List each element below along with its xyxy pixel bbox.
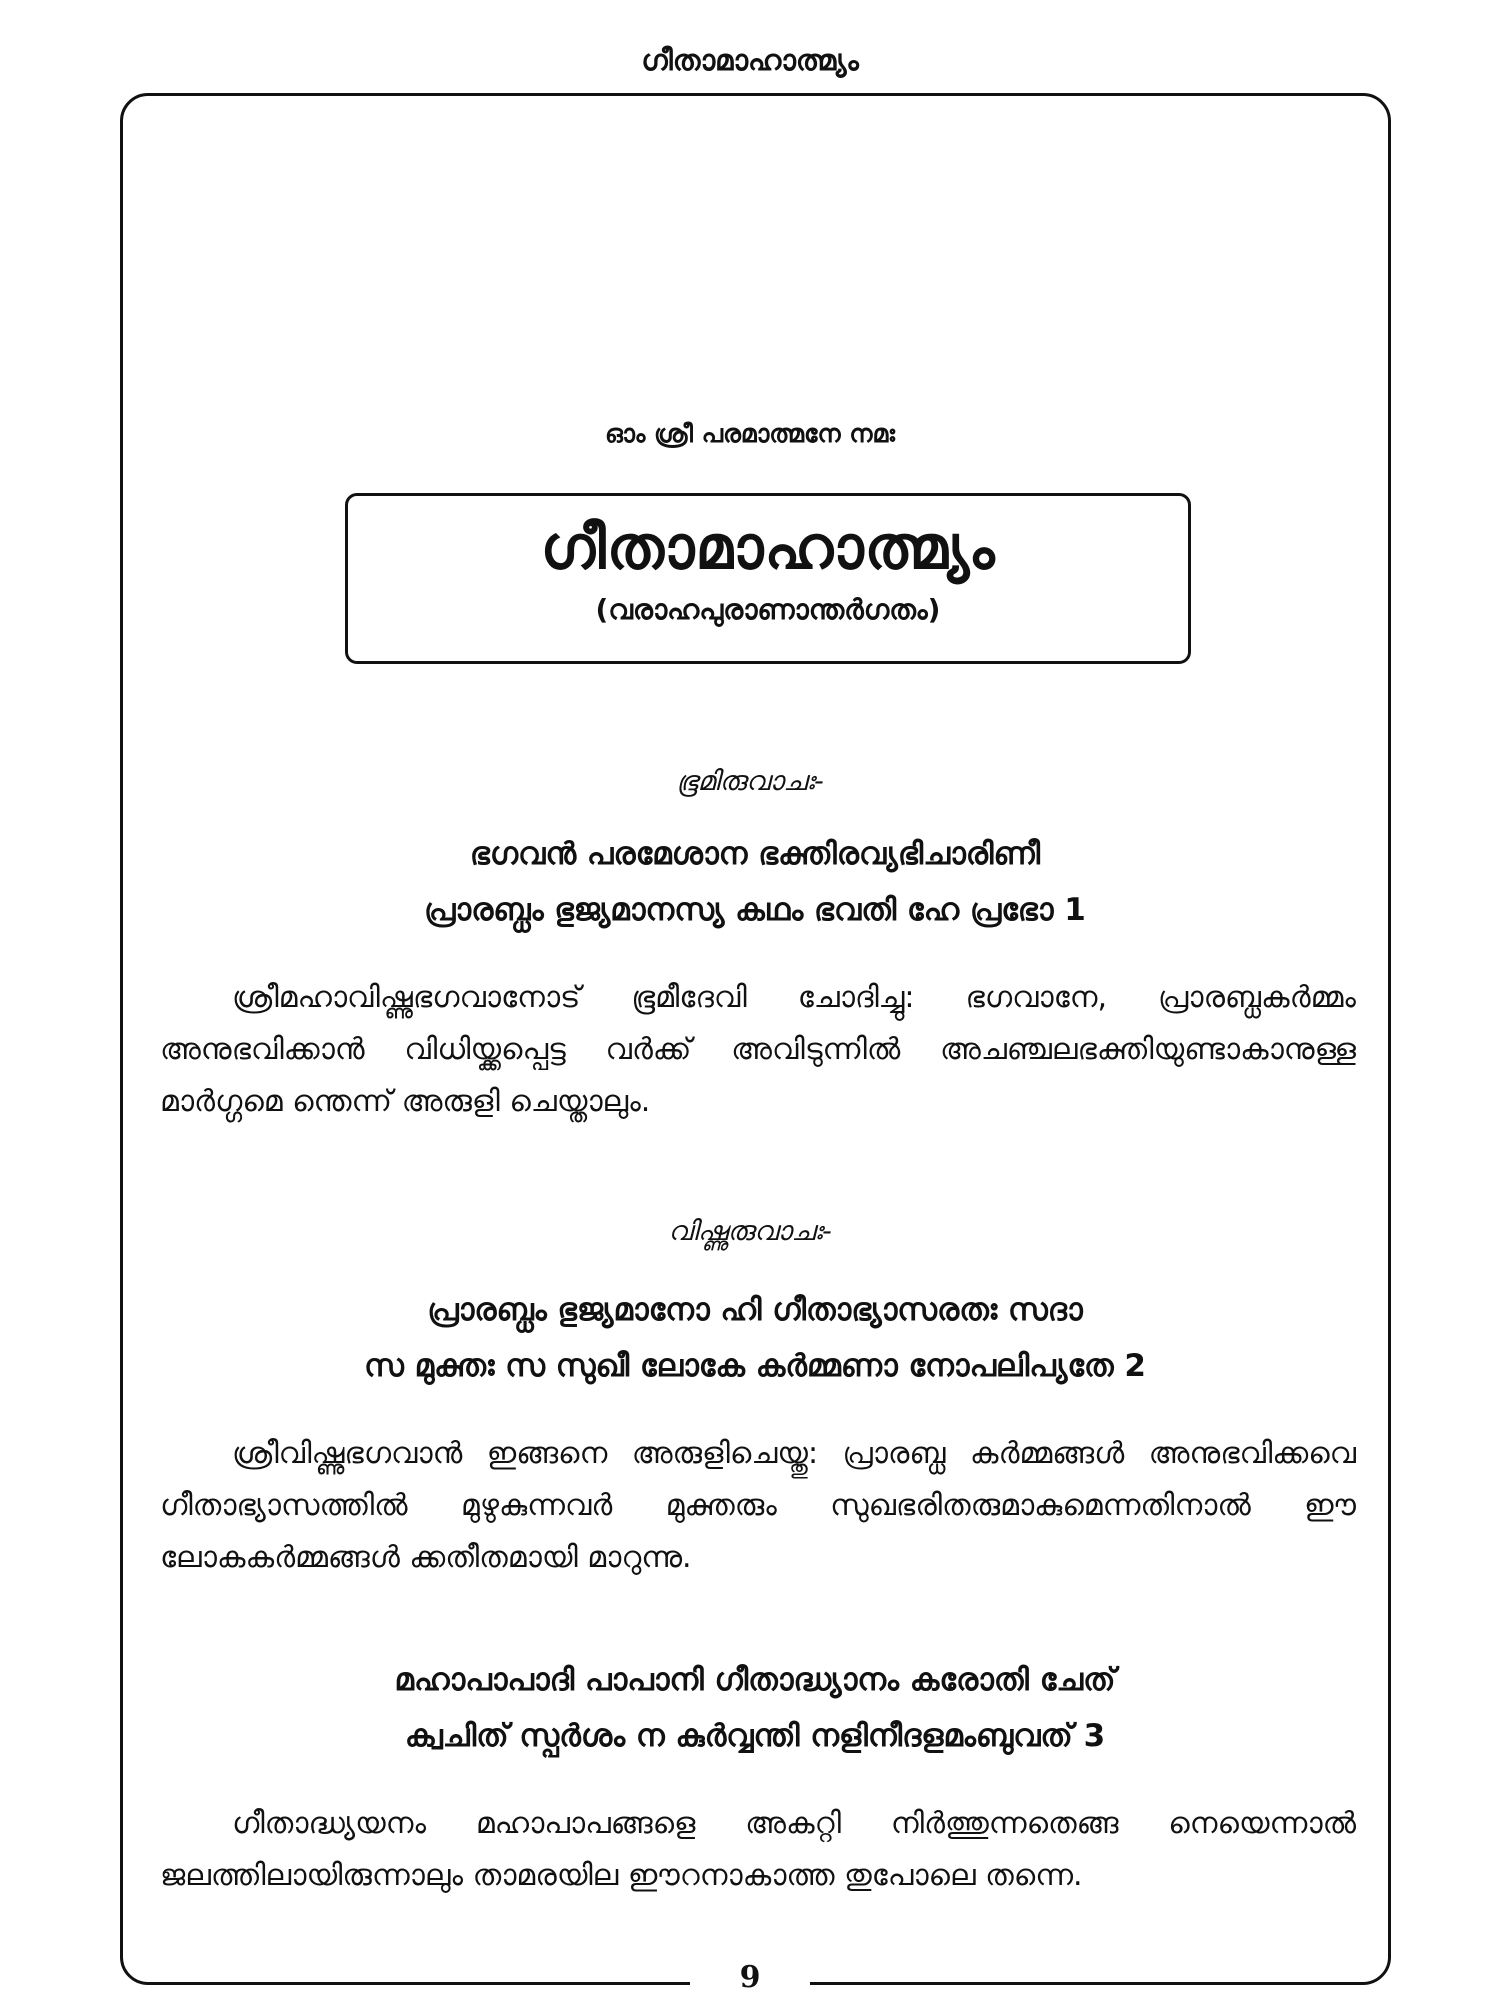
prose-1: ശ്രീമഹാവിഷ്ണുഭഗവാനോട് ഭൂമീദേവി ചോദിച്ചു: ഭഗവാനേ, പ്രാരബ്ധകർമ്മം അനുഭവിക്കാൻ വിധിയ്ക്കപ്പെട്ട വർക്ക് അവിടുന്നിൽ അചഞ്ചലഭക്തിയുണ്ടാകാനുള്ള മാർഗ്ഗമെ ന്തെന്ന് അരുളി ചെയ്താലും. [160, 980, 1356, 1119]
title-box [345, 493, 1191, 664]
verse-2-line-1: പ്രാരബ്ധം ഭുജ്യമാനോ ഹി ഗീതാഭ്യാസരതഃ സദാ [427, 1292, 1083, 1328]
prose-2: ശ്രീവിഷ്ണുഭഗവാൻ ഇങ്ങനെ അരുളിചെയ്തു: പ്രാരബ്ധ കർമ്മങ്ങൾ അനുഭവിക്കവെ ഗീതാഭ്യാസത്തിൽ മുഴുകുന്നവർ മുക്തരും സുഖഭരിതരുമാകുമെന്നതിനാൽ ഈ ലോകകർമ്മങ്ങൾ ക്കതീതമായി മാറുന്നു. [160, 1436, 1356, 1575]
speaker-label-bhumi: ഭൂമിരുവാചഃ- [676, 766, 824, 797]
speaker-label-vishnu: വിഷ്ണുരുവാചഃ- [668, 1216, 832, 1247]
page-title: ഗീതാമാഹാത്മ്യം [540, 513, 996, 583]
invocation: ഓം ശ്രീ പരമാത്മനേ നമഃ [605, 419, 895, 448]
verse-2 [150, 1282, 1360, 1394]
page-subtitle: (വരാഹപുരാണാന്തർഗതം) [595, 593, 941, 626]
verse-2-line-2: സ മുക്തഃ സ സുഖീ ലോകേ കർമ്മണാ നോപലിപ്യതേ 2 [364, 1348, 1146, 1384]
verse-1 [150, 826, 1360, 938]
verse-1-line-2: പ്രാരബ്ധം ഭുജ്യമാനസ്യ കഥം ഭവതി ഹേ പ്രഭോ 1 [424, 892, 1086, 928]
verse-3-line-1: മഹാപാപാദി പാപാനി ഗീതാദ്ധ്യാനം കരോതി ചേത് [394, 1662, 1116, 1698]
prose-3: ഗീതാദ്ധ്യയനം മഹാപാപങ്ങളെ അകറ്റി നിർത്തുന്നതെങ്ങ നെയെന്നാൽ ജലത്തിലായിരുന്നാലും താമരയില ഈറനാകാത്ത തുപോലെ തന്നെ. [160, 1806, 1356, 1893]
verse-3 [150, 1652, 1360, 1764]
running-header: ഗീതാമാഹാത്മ്യം [641, 43, 859, 77]
verse-3-line-2: ക്വചിത് സ്പർശം ന കുർവ്വന്തി നളിനീദളമംബുവത് 3 [404, 1718, 1106, 1754]
page-number: 9 [739, 1960, 761, 1995]
verse-1-line-1: ഭഗവൻ പരമേശാന ഭക്തിരവ്യഭിചാരിണീ [469, 836, 1041, 872]
